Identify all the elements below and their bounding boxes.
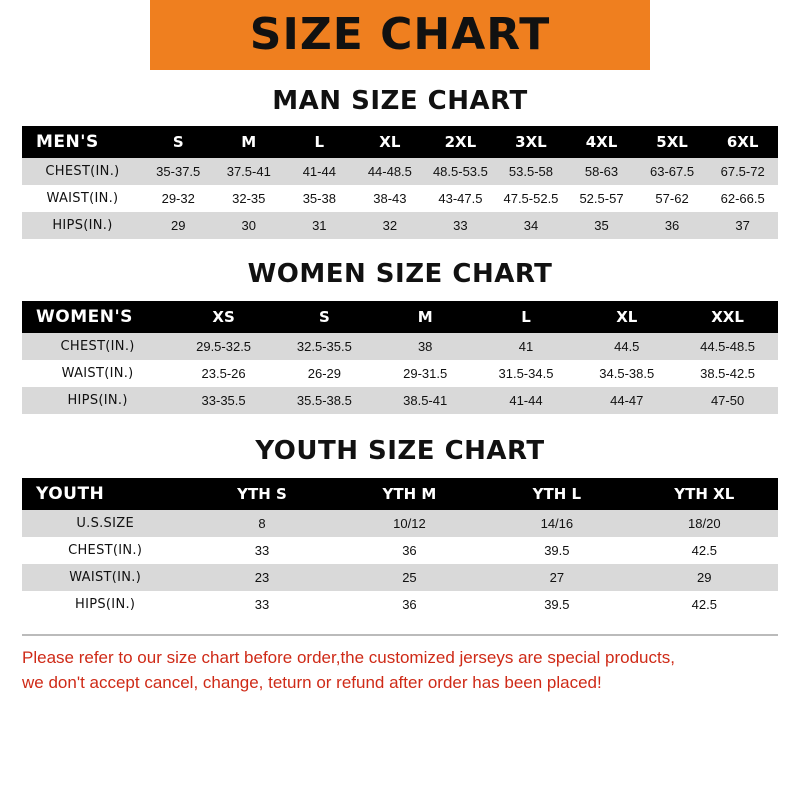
table-cell: 32.5-35.5 (274, 333, 375, 360)
table-cell: 52.5-57 (566, 185, 637, 212)
row-label: CHEST(IN.) (22, 537, 188, 564)
table-cell: 34.5-38.5 (576, 360, 677, 387)
table-cell: 37.5-41 (214, 158, 285, 185)
table-cell: 62-66.5 (707, 185, 778, 212)
table-cell: 31 (284, 212, 355, 239)
table-cell: 57-62 (637, 185, 708, 212)
table-cell: 37 (707, 212, 778, 239)
table-header-cell: 2XL (425, 126, 496, 158)
table-cell: 36 (336, 591, 483, 618)
table-header-row (22, 301, 778, 333)
table-cell: 29-31.5 (375, 360, 476, 387)
table-cell: 35 (566, 212, 637, 239)
table-row (22, 564, 778, 591)
table-cell: 39.5 (483, 591, 630, 618)
table-cell: 33 (188, 537, 335, 564)
table-header-cell: 6XL (707, 126, 778, 158)
table-cell: 47-50 (677, 387, 778, 414)
table-cell: 25 (336, 564, 483, 591)
table-cell: 41-44 (476, 387, 577, 414)
table-row (22, 158, 778, 185)
table-cell: 42.5 (631, 591, 778, 618)
row-label: HIPS(IN.) (22, 212, 143, 239)
table-header-row (22, 478, 778, 510)
table-cell: 63-67.5 (637, 158, 708, 185)
table-row (22, 360, 778, 387)
table-cell: 47.5-52.5 (496, 185, 567, 212)
row-label: CHEST(IN.) (22, 333, 173, 360)
table-header-cell: M (375, 301, 476, 333)
footer-note (22, 634, 778, 695)
row-label: U.S.SIZE (22, 510, 188, 537)
table-cell: 36 (637, 212, 708, 239)
table-cell: 42.5 (631, 537, 778, 564)
table-cell: 38-43 (355, 185, 426, 212)
table-header-cell: XL (576, 301, 677, 333)
table-cell: 23 (188, 564, 335, 591)
table-cell: 44.5 (576, 333, 677, 360)
table-cell: 29 (631, 564, 778, 591)
table-header-cell: YTH M (336, 478, 483, 510)
table-header-cell: S (143, 126, 214, 158)
table-header-cell: L (476, 301, 577, 333)
row-label: WAIST(IN.) (22, 564, 188, 591)
footer-note-line-2: we don't accept cancel, change, teturn or refund after order has been placed! (22, 672, 602, 692)
table-cell: 27 (483, 564, 630, 591)
table-header-cell: 4XL (566, 126, 637, 158)
table-cell: 34 (496, 212, 567, 239)
table-cell: 29 (143, 212, 214, 239)
row-label: WAIST(IN.) (22, 185, 143, 212)
table-cell: 31.5-34.5 (476, 360, 577, 387)
table-cell: 38.5-42.5 (677, 360, 778, 387)
table-header-cell: 5XL (637, 126, 708, 158)
table-header-cell: M (214, 126, 285, 158)
table-cell: 58-63 (566, 158, 637, 185)
table-header-cell: WOMEN'S (22, 301, 173, 333)
table-cell: 32-35 (214, 185, 285, 212)
table-row (22, 333, 778, 360)
footer-note-line-1: Please refer to our size chart before order,the customized jerseys are special products, (22, 648, 675, 667)
table-row (22, 212, 778, 239)
table-cell: 8 (188, 510, 335, 537)
table-cell: 41 (476, 333, 577, 360)
table-cell: 44-47 (576, 387, 677, 414)
table-cell: 35-37.5 (143, 158, 214, 185)
page-title: SIZE CHART (249, 9, 551, 60)
women-size-table (22, 301, 778, 414)
table-cell: 23.5-26 (173, 360, 274, 387)
table-cell: 14/16 (483, 510, 630, 537)
table-cell: 53.5-58 (496, 158, 567, 185)
table-cell: 44.5-48.5 (677, 333, 778, 360)
table-header-cell: 3XL (496, 126, 567, 158)
youth-size-table (22, 478, 778, 618)
table-cell: 26-29 (274, 360, 375, 387)
page-banner (0, 0, 800, 70)
row-label: HIPS(IN.) (22, 387, 173, 414)
table-cell: 18/20 (631, 510, 778, 537)
man-size-table (22, 126, 778, 239)
table-row (22, 387, 778, 414)
table-header-cell: XS (173, 301, 274, 333)
table-cell: 10/12 (336, 510, 483, 537)
table-cell: 33-35.5 (173, 387, 274, 414)
table-row (22, 510, 778, 537)
youth-section-title: YOUTH SIZE CHART (255, 436, 545, 466)
table-cell: 29.5-32.5 (173, 333, 274, 360)
table-cell: 32 (355, 212, 426, 239)
table-header-cell: YTH L (483, 478, 630, 510)
table-header-cell: XXL (677, 301, 778, 333)
man-section-title: MAN SIZE CHART (272, 86, 528, 116)
table-header-cell: S (274, 301, 375, 333)
table-cell: 38 (375, 333, 476, 360)
table-cell: 39.5 (483, 537, 630, 564)
table-cell: 36 (336, 537, 483, 564)
table-cell: 29-32 (143, 185, 214, 212)
table-cell: 38.5-41 (375, 387, 476, 414)
table-cell: 30 (214, 212, 285, 239)
table-row (22, 537, 778, 564)
chart-content (0, 86, 800, 695)
table-header-cell: XL (355, 126, 426, 158)
table-cell: 33 (188, 591, 335, 618)
table-cell: 48.5-53.5 (425, 158, 496, 185)
table-cell: 67.5-72 (707, 158, 778, 185)
table-cell: 44-48.5 (355, 158, 426, 185)
table-cell: 33 (425, 212, 496, 239)
women-section-title: WOMEN SIZE CHART (247, 259, 553, 289)
table-cell: 41-44 (284, 158, 355, 185)
table-header-row (22, 126, 778, 158)
table-row (22, 591, 778, 618)
table-cell: 35.5-38.5 (274, 387, 375, 414)
row-label: HIPS(IN.) (22, 591, 188, 618)
row-label: CHEST(IN.) (22, 158, 143, 185)
table-cell: 35-38 (284, 185, 355, 212)
table-header-cell: YTH S (188, 478, 335, 510)
table-cell: 43-47.5 (425, 185, 496, 212)
table-header-cell: YOUTH (22, 478, 188, 510)
table-header-cell: YTH XL (631, 478, 778, 510)
table-header-cell: L (284, 126, 355, 158)
row-label: WAIST(IN.) (22, 360, 173, 387)
table-row (22, 185, 778, 212)
table-header-cell: MEN'S (22, 126, 143, 158)
